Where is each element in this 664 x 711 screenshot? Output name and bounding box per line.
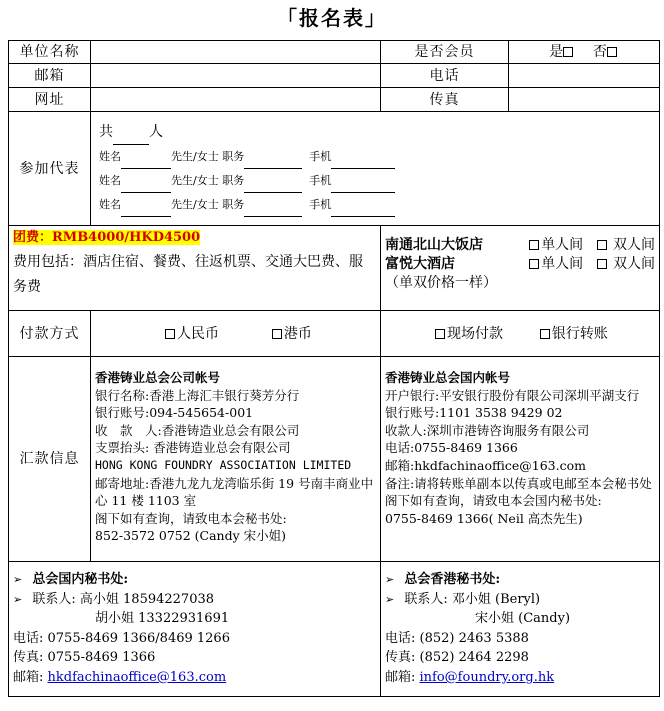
cn-account-line: 0755-8469 1366( Neil 高杰先生) [385, 510, 583, 526]
checkbox-icon[interactable] [529, 240, 539, 250]
hk-account-line: 银行名称:香港上海汇丰银行葵芳分行 [95, 387, 300, 403]
position-field[interactable] [244, 169, 302, 193]
position-field[interactable] [244, 145, 302, 169]
arrowhead-icon: ➢ [13, 573, 23, 586]
single-room-label: 单人间 [541, 256, 584, 272]
unit-name-label: 单位名称 [9, 41, 91, 64]
remittance-label: 汇款信息 [9, 357, 91, 562]
fax-field[interactable] [509, 88, 660, 112]
mobile-field[interactable] [331, 169, 395, 193]
name-field[interactable] [121, 145, 171, 169]
contact-label: 联系人: [404, 591, 448, 607]
rmb-label: 人民币 [177, 325, 219, 342]
form-title: 「报名表」 [277, 6, 387, 30]
mobile-label: 手机 [309, 174, 332, 187]
name-label: 姓名 [99, 150, 121, 163]
cn-phone: 电话: 0755-8469 1366/8469 1266 [13, 630, 230, 646]
delegates-label: 参加代表 [9, 112, 91, 226]
fax-label: 传真 [381, 88, 509, 112]
single-room-label: 单人间 [541, 237, 584, 253]
hk-account-line: 收 款 人:香港铸造业总会有限公司 [95, 422, 300, 438]
checkbox-icon[interactable] [272, 329, 282, 339]
hk-account-line: 阁下如有查询，请致电本会秘书处: [95, 510, 287, 526]
email-label: 邮箱: [385, 669, 420, 685]
contact-person: 胡小姐 13322931691 [95, 611, 230, 627]
total-prefix: 共 [99, 124, 113, 140]
contact-person: 高小姐 18594227038 [79, 591, 215, 607]
checkbox-icon[interactable] [597, 240, 607, 250]
double-room-label: 双人间 [613, 256, 655, 272]
total-suffix: 人 [149, 124, 163, 140]
position-label: 职务 [222, 174, 245, 187]
hk-account-line: HONG KONG FOUNDRY ASSOCIATION LIMITED [95, 457, 352, 472]
mobile-field[interactable] [331, 145, 395, 169]
cn-email-link[interactable]: hkdfachinaoffice@163.com [47, 669, 227, 685]
mobile-label: 手机 [309, 150, 332, 163]
hotel-name: 南通北山大饭店 [385, 237, 483, 253]
hk-secretariat-block [381, 562, 660, 697]
gender-label: 先生/女士 [171, 150, 219, 163]
cn-account-line: 阁下如有查询，请致电本会国内秘书处: [385, 493, 602, 509]
hk-account-block [91, 357, 381, 562]
hotel-name: 富悦大酒店 [385, 256, 455, 272]
payment-method [381, 311, 660, 357]
website-label: 网址 [9, 88, 91, 112]
position-label: 职务 [222, 150, 245, 163]
double-room-label: 双人间 [613, 237, 655, 253]
hk-account-line: 852-3572 0752 (Candy 宋小姐) [95, 528, 287, 544]
cn-account-header: 香港铸业总会国内帐号 [385, 370, 511, 385]
member-yes-label: 是 [549, 44, 564, 60]
mobile-label: 手机 [309, 198, 332, 211]
member-label: 是否会员 [381, 41, 509, 64]
arrowhead-icon: ➢ [385, 592, 395, 606]
email-label: 邮箱: [13, 669, 48, 685]
total-count-field[interactable] [113, 120, 149, 145]
fee-block [9, 226, 381, 311]
checkbox-icon[interactable] [165, 329, 175, 339]
member-options [509, 41, 660, 64]
hk-account-line: 银行账号:094-545654-001 [95, 405, 254, 421]
delegate-row [99, 169, 655, 193]
contact-person: 宋小姐 (Candy) [475, 611, 571, 627]
checkbox-icon[interactable] [607, 47, 617, 57]
unit-name-field[interactable] [91, 41, 381, 64]
hk-account-header: 香港铸业总会公司帐号 [95, 370, 221, 385]
hkd-label: 港币 [283, 325, 312, 342]
checkbox-icon[interactable] [540, 329, 550, 339]
name-field[interactable] [121, 169, 171, 193]
name-field[interactable] [121, 193, 171, 217]
cn-account-line: 备注:请将转账单副本以传真或电邮至本会秘书处 [385, 475, 652, 491]
email-label: 邮箱 [9, 64, 91, 88]
cn-account-block [381, 357, 660, 562]
payment-currency [91, 311, 381, 357]
payment-label: 付款方式 [9, 311, 91, 357]
checkbox-icon[interactable] [529, 259, 539, 269]
phone-label: 电话 [381, 64, 509, 88]
arrowhead-icon: ➢ [13, 592, 23, 606]
gender-label: 先生/女士 [171, 174, 219, 187]
checkbox-icon[interactable] [435, 329, 445, 339]
onsite-label: 现场付款 [447, 325, 503, 342]
contact-label: 联系人: [32, 591, 76, 607]
cn-secretariat-block [9, 562, 381, 697]
position-field[interactable] [244, 193, 302, 217]
arrowhead-icon: ➢ [385, 573, 395, 586]
cn-account-line: 电话:0755-8469 1366 [385, 440, 518, 456]
cn-fax: 传真: 0755-8469 1366 [13, 650, 156, 666]
gender-label: 先生/女士 [171, 198, 219, 211]
website-field[interactable] [91, 88, 381, 112]
cn-account-line: 开户银行:平安银行股份有限公司深圳平湖支行 [385, 387, 640, 403]
hk-account-line: 支票抬头: 香港铸造业总会有限公司 [95, 440, 291, 456]
phone-field[interactable] [509, 64, 660, 88]
cn-account-line: 邮箱:hkdfachinaoffice@163.com [385, 457, 586, 473]
hk-fax: 传真: (852) 2464 2298 [385, 650, 529, 666]
cn-secretariat-header: 总会国内秘书处: [32, 572, 129, 587]
contact-person: 邓小姐 (Beryl) [451, 591, 541, 607]
tour-fee: 团费：RMB4000/HKD4500 [13, 230, 201, 245]
hk-email-link[interactable]: info@foundry.org.hk [419, 669, 555, 685]
delegate-row [99, 193, 655, 217]
checkbox-icon[interactable] [597, 259, 607, 269]
name-label: 姓名 [99, 198, 121, 211]
email-field[interactable] [91, 64, 381, 88]
delegate-row [99, 145, 655, 169]
checkbox-icon[interactable] [563, 47, 573, 57]
fee-includes: 费用包括：酒店住宿、餐费、往返机票、交通大巴费、服务费 [13, 254, 363, 295]
transfer-label: 银行转账 [551, 325, 608, 342]
member-no-label: 否 [592, 44, 607, 60]
name-label: 姓名 [99, 174, 121, 187]
hk-phone: 电话: (852) 2463 5388 [385, 630, 529, 646]
cn-account-line: 银行账号:1101 3538 9429 02 [385, 405, 563, 421]
position-label: 职务 [222, 198, 245, 211]
mobile-field[interactable] [331, 193, 395, 217]
cn-account-line: 收款人:深圳市港铸咨询服务有限公司 [385, 422, 590, 438]
hk-account-line: 邮寄地址:香港九龙九龙湾临乐街 19 号南丰商业中心 11 楼 1103 室 [95, 475, 374, 509]
registration-form [8, 40, 660, 697]
hk-secretariat-header: 总会香港秘书处: [404, 572, 501, 587]
price-note: （单双价格一样） [385, 275, 497, 291]
delegates-block [91, 112, 660, 226]
hotel-block [381, 226, 660, 311]
